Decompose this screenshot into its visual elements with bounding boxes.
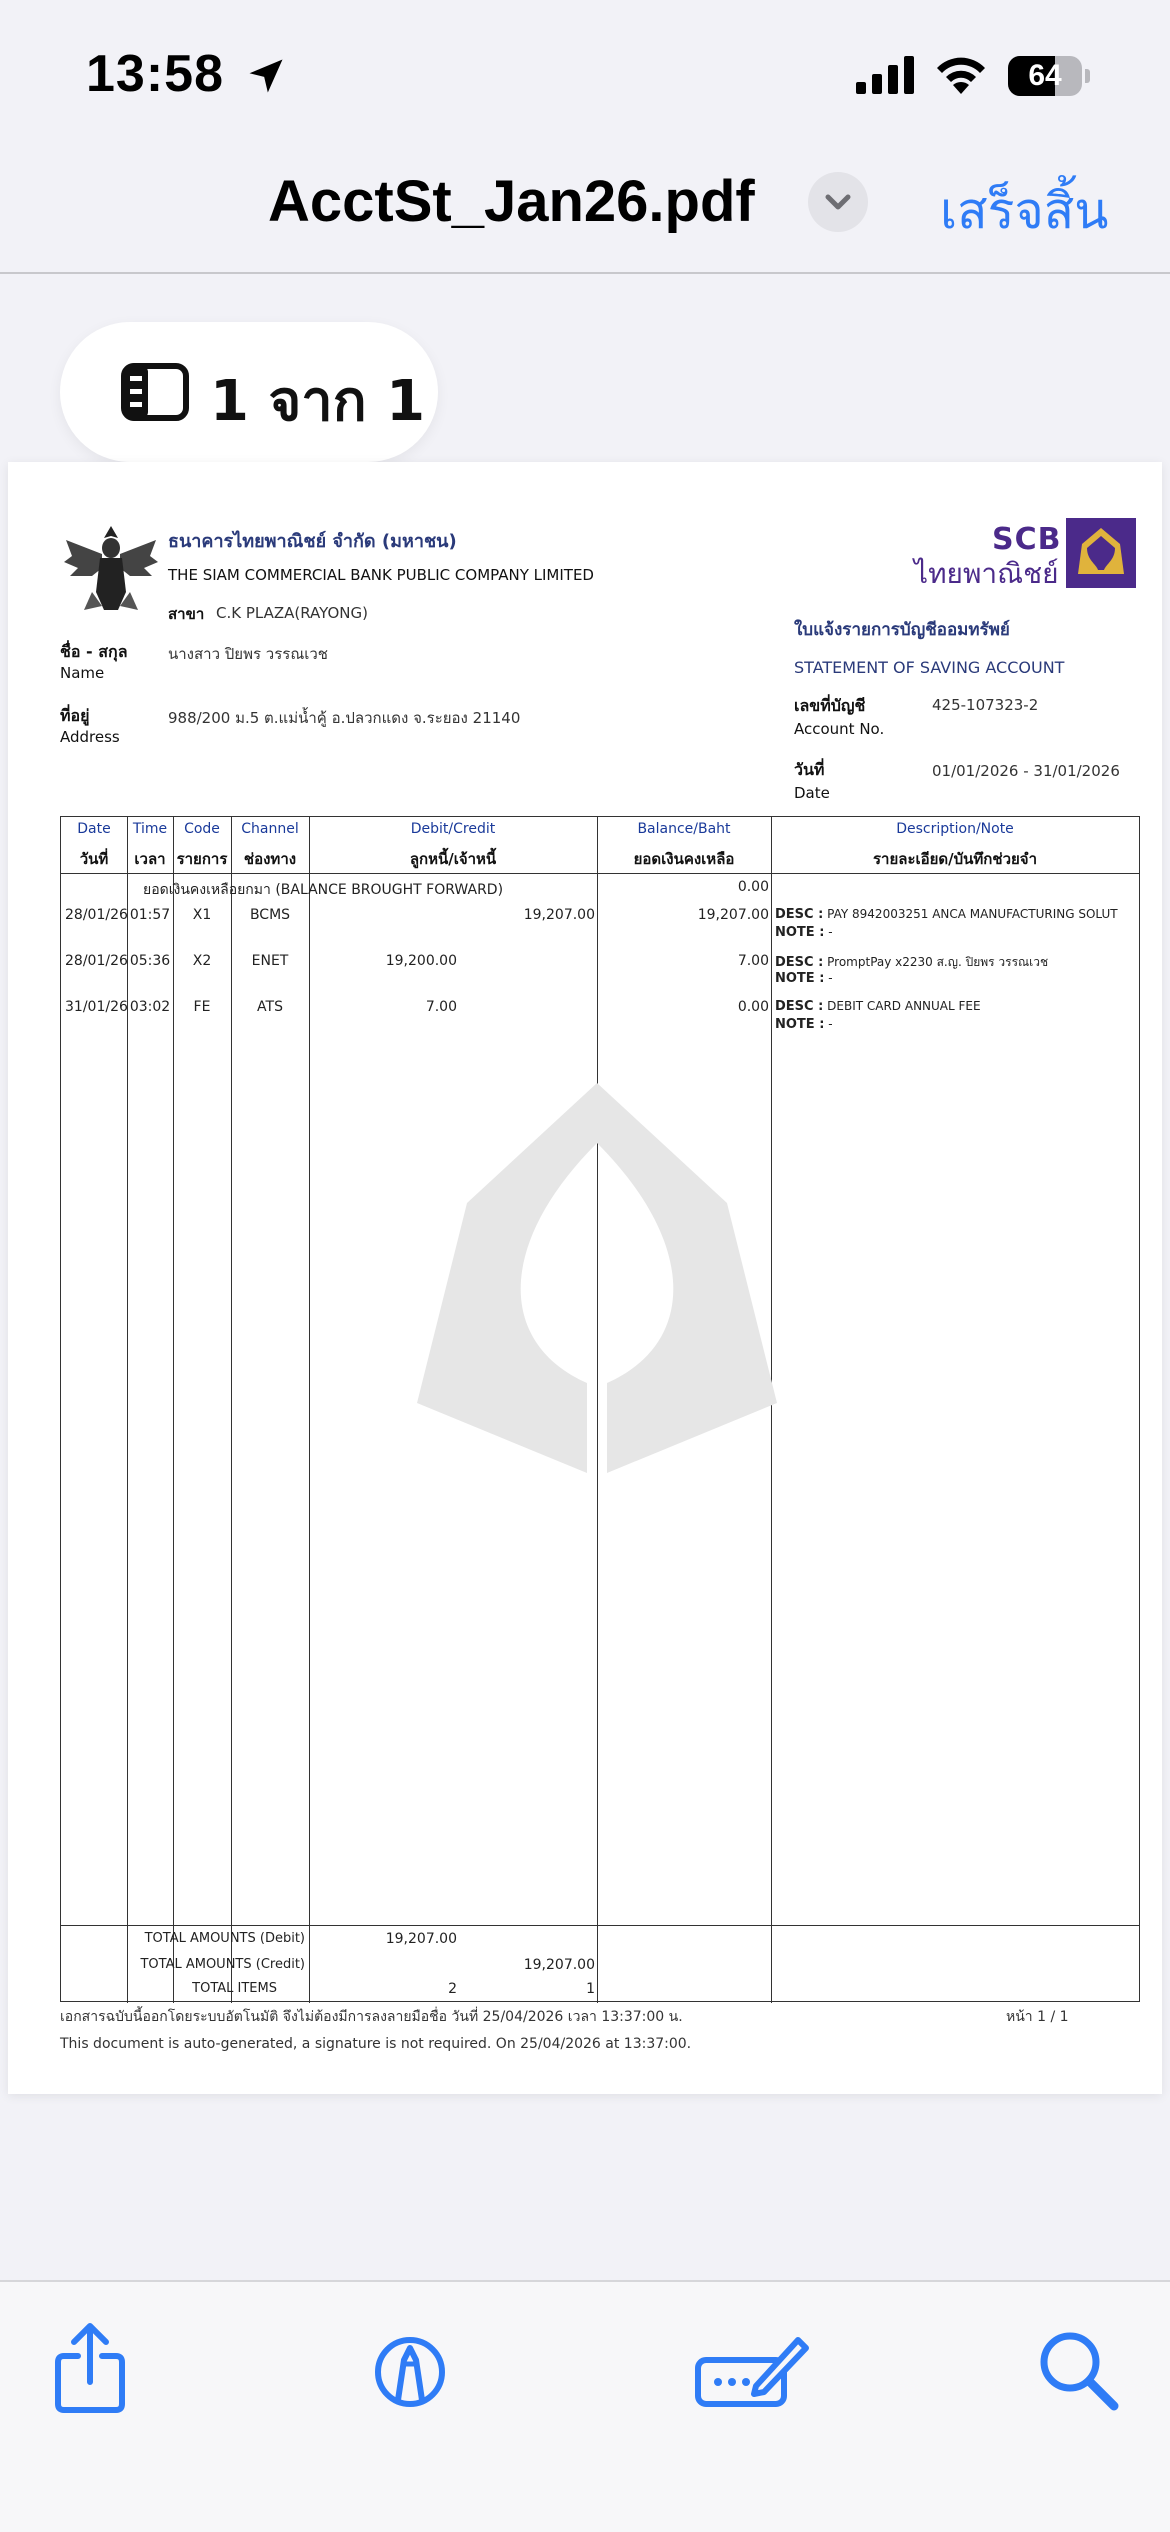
branch-value: C.K PLAZA(RAYONG) [216, 604, 368, 622]
bank-name-thai: ธนาคารไทยพาณิชย์ จำกัด (มหาชน) [168, 531, 457, 552]
brought-forward-label: ยอดเงินคงเหลือยกมา (BALANCE BROUGHT FORWARD) [143, 882, 504, 898]
row-time: 05:36 [129, 953, 171, 969]
row-channel: BCMS [249, 907, 291, 923]
account-label-thai: เลขที่บัญชี [794, 696, 866, 715]
bottom-toolbar [0, 2280, 1170, 2532]
row-desc-label: DESC : [775, 999, 824, 1014]
brought-forward-value: 0.00 [737, 879, 769, 895]
signature-icon [690, 2320, 810, 2420]
signature-button[interactable] [690, 2320, 810, 2420]
col-debit-credit-th: ลูกหนี้/เจ้าหนี้ [409, 850, 497, 868]
row-desc: DEBIT CARD ANNUAL FEE [827, 999, 981, 1013]
account-holder-name: นางสาว ปิยพร วรรณเวช [168, 645, 328, 663]
col-debit-credit-en: Debit/Credit [410, 821, 496, 837]
total-items-credit: 1 [586, 1981, 595, 1997]
col-balance-en: Balance/Baht [637, 821, 731, 837]
pdf-page [8, 462, 1162, 2094]
row-balance: 7.00 [737, 953, 769, 969]
row-code: FE [193, 999, 211, 1015]
scb-logo-text-en: SCB [992, 522, 1062, 557]
col-channel-th: ช่องทาง [243, 850, 297, 868]
row-debit: 7.00 [425, 999, 457, 1015]
row-note-label: NOTE : [775, 925, 825, 940]
date-label-thai: วันที่ [794, 760, 825, 779]
title-menu-button[interactable] [808, 172, 868, 232]
transaction-table [60, 816, 1140, 2002]
row-desc-label: DESC : [775, 907, 824, 922]
row-time: 03:02 [129, 999, 171, 1015]
row-time: 01:57 [129, 907, 171, 923]
search-button[interactable] [1030, 2320, 1130, 2420]
row-debit: 19,200.00 [385, 953, 457, 969]
account-label-english: Account No. [794, 720, 885, 738]
location-arrow-icon [244, 54, 288, 98]
scb-watermark-icon [397, 1083, 797, 1483]
page-indicator[interactable] [60, 322, 438, 462]
col-channel-en: Channel [241, 821, 299, 837]
battery-icon [1008, 56, 1088, 96]
footer-note-english: This document is auto-generated, a signature is not required. On 25/04/2026 at 13:37:00. [60, 2036, 692, 2052]
name-label-thai: ชื่อ - สกุล [60, 642, 128, 661]
bank-name-english: THE SIAM COMMERCIAL BANK PUBLIC COMPANY LIMITED [168, 566, 594, 584]
row-date: 31/01/26 [65, 999, 128, 1015]
row-balance: 0.00 [737, 999, 769, 1015]
share-button[interactable] [40, 2320, 140, 2420]
markup-button[interactable] [360, 2320, 460, 2420]
row-note-label: NOTE : [775, 1017, 825, 1032]
document-title: AcctSt_Jan26.pdf [268, 169, 755, 234]
col-description-en: Description/Note [896, 821, 1014, 837]
statement-period: 01/01/2026 - 31/01/2026 [932, 762, 1120, 780]
row-note: - [828, 971, 833, 985]
row-note-label: NOTE : [775, 971, 825, 986]
col-date-en: Date [77, 821, 111, 837]
cellular-signal-icon [856, 56, 916, 96]
date-label-english: Date [794, 784, 830, 802]
row-desc: PAY 8942003251 ANCA MANUFACTURING SOLUT [827, 907, 1118, 921]
statement-title-english: STATEMENT OF SAVING ACCOUNT [794, 658, 1065, 677]
name-label-english: Name [60, 664, 105, 682]
sidebar-icon [120, 362, 190, 422]
markup-icon [360, 2320, 460, 2420]
total-credit-label: TOTAL AMOUNTS (Credit) [140, 1957, 305, 1972]
wifi-icon [934, 54, 988, 96]
row-desc: PromptPay x2230 ส.ญ. ปิยพร วรรณเวช [827, 955, 1049, 969]
battery-level: 64 [1028, 59, 1062, 92]
branch-label: สาขา [168, 605, 205, 623]
row-desc-label: DESC : [775, 955, 824, 970]
col-date-th: วันที่ [79, 850, 109, 868]
search-icon [1030, 2320, 1130, 2420]
row-channel: ENET [251, 953, 289, 969]
address-label-english: Address [60, 728, 120, 746]
col-balance-th: ยอดเงินคงเหลือ [633, 850, 735, 868]
chevron-down-icon [808, 172, 868, 232]
row-code: X2 [192, 953, 212, 969]
scb-lotus-icon [1066, 518, 1136, 588]
col-time-en: Time [132, 821, 168, 837]
row-note: - [828, 1017, 833, 1031]
col-code-th: รายการ [176, 850, 228, 868]
account-number: 425-107323-2 [932, 696, 1039, 714]
address-label-thai: ที่อยู่ [60, 706, 90, 725]
done-button[interactable]: เสร็จสิ้น [940, 182, 1109, 240]
footer-page-number: หน้า 1 / 1 [1006, 2009, 1069, 2025]
address-value: 988/200 ม.5 ต.แม่น้ำคู้ อ.ปลวกแดง จ.ระยอง 21140 [168, 709, 521, 727]
page-indicator-text: 1 จาก 1 [210, 369, 426, 434]
row-code: X1 [192, 907, 212, 923]
total-debit-label: TOTAL AMOUNTS (Debit) [144, 1931, 305, 1946]
statement-title-thai: ใบแจ้งรายการบัญชีออมทรัพย์ [794, 620, 1010, 640]
total-credit-value: 19,207.00 [523, 1957, 595, 1973]
share-icon [40, 2320, 140, 2420]
row-channel: ATS [257, 999, 283, 1015]
row-date: 28/01/26 [65, 953, 128, 969]
footer-note-thai: เอกสารฉบับนี้ออกโดยระบบอัตโนมัติ จึงไม่ต้องมีการลงลายมือชื่อ วันที่ 25/04/2026 เวลา 13:37:00 น. [60, 2009, 683, 2025]
total-debit-value: 19,207.00 [385, 1931, 457, 1947]
row-note: - [828, 925, 833, 939]
scb-logo-text-th: ไทยพาณิชย์ [914, 557, 1059, 590]
total-items-label: TOTAL ITEMS [192, 1981, 277, 1996]
col-time-th: เวลา [134, 850, 166, 868]
row-credit: 19,207.00 [523, 907, 595, 923]
col-code-en: Code [184, 821, 220, 837]
row-date: 28/01/26 [65, 907, 128, 923]
col-description-th: รายละเอียด/บันทึกช่วยจำ [872, 850, 1037, 868]
garuda-emblem-icon [62, 522, 160, 614]
status-time: 13:58 [86, 45, 224, 103]
total-items-debit: 2 [448, 1981, 457, 1997]
status-bar [0, 0, 1170, 140]
row-balance: 19,207.00 [697, 907, 769, 923]
